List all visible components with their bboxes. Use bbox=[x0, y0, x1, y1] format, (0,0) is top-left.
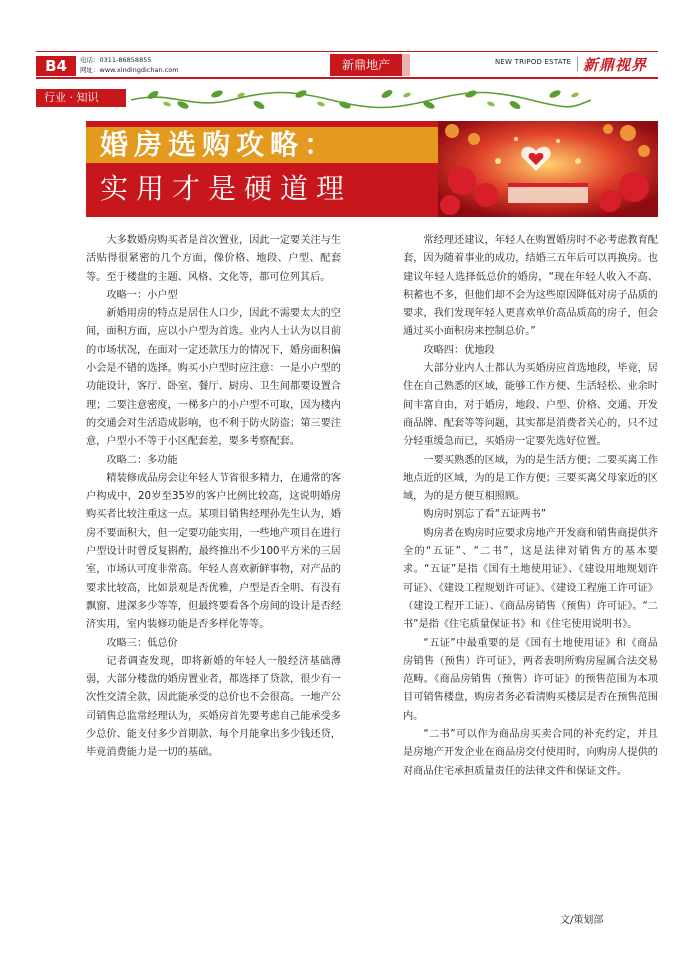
body-paragraph: 精装修成品房会让年轻人节省很多精力，在通常的客户构成中，20岁至35岁的客户比例比较高，这说明婚房购买者比较注重这一点。某项目销售经理孙先生认为，婚房不要面积大，但一定要功能实用，一些地产项目在进行户型设计时曾反复斟酌，最终推出不少100平方米的三居室，市场认可度非常高。年轻人喜欢新鲜事物，对产品的要求比较高，比如景观是否优雅，户型是否全明、有没有飘窗、进深多少等等，但最终要看各个房间的设计是否经济实用，室内装修功能是否多样化等等。 bbox=[86, 472, 341, 631]
category-label: 行业 · 知识 bbox=[36, 89, 126, 107]
article-column-left bbox=[86, 232, 341, 763]
body-paragraph: “二书”可以作为商品房买卖合同的补充约定，并且是房地产开发企业在商品房交付使用时，向购房人提供的对商品住宅承担质量责任的法律文件和保证文件。 bbox=[403, 729, 658, 777]
section-tab-edge bbox=[402, 54, 410, 76]
page-number: B4 bbox=[36, 56, 76, 76]
paper-name-separator bbox=[577, 57, 578, 71]
body-paragraph: “五证”中最重要的是《国有土地使用证》和《商品房销售（预售）许可证》，两者表明所购房屋属合法交易范畴。《商品房销售（预售）许可证》的预售范围为本项目可销售楼盘，购房者务必看清购买楼层是否在预售范围内。 bbox=[403, 637, 658, 722]
website-text: 网址：www.xindingdichan.com bbox=[80, 66, 179, 74]
section-subheading: 攻略二：多功能 bbox=[106, 454, 178, 466]
body-paragraph: 一要买熟悉的区域，为的是生活方便；二要买离工作地点近的区域，为的是工作方便；三要买离父母家近的区域，为的是方便互相照顾。 bbox=[403, 454, 658, 503]
title-banner bbox=[86, 121, 658, 217]
headline-line-2: 实用才是硬道理 bbox=[100, 172, 353, 205]
paper-logo: 新鼎视界 bbox=[583, 56, 648, 74]
headline-line-1: 婚房选购攻略： bbox=[100, 128, 339, 161]
body-paragraph: 大部分业内人士都认为买婚房应首选地段，毕竟，居住在自己熟悉的区域，能够工作方便、生活轻松、业余时间丰富自由，对于婚房，地段、户型、价格、交通、开发商品牌、配套等等问题，其实都是消费者关心的，只不过分轻重缓急而已，买婚房一定要先选好位置。 bbox=[403, 363, 658, 448]
article-column-right bbox=[403, 232, 658, 781]
header-rule-bottom bbox=[36, 77, 658, 79]
contact-info bbox=[80, 55, 179, 75]
body-paragraph: 购房者在购房时应要求房地产开发商和销售商提供齐全的“五证”、“二书”，这是法律对销售方的基本要求。“五证”是指《国有土地使用证》、《建设用地规划许可证》、《建设工程规划许可证》、《建设工程施工许可证》（建设工程开工证）、《商品房销售（预售）许可证》。“二书”是指《住宅质量保证书》和《住宅使用说明书》。 bbox=[403, 527, 658, 631]
section-subheading: 攻略三：低总价 bbox=[106, 637, 178, 649]
vine-ornament-icon bbox=[131, 86, 591, 112]
header-rule-top bbox=[36, 51, 658, 52]
section-subheading: 购房时别忘了看“五证两书” bbox=[423, 509, 547, 521]
body-paragraph: 记者调查发现，即将新婚的年轻人一般经济基础薄弱，大部分楼盘的婚房置业者，都选择了贷款，很少有一次性交清全款，因此能承受的总价也不会很高。一地产公司销售总监常经理认为，买婚房首先要考虑自己能承受多少总价、能支付多少首期款、每个月能拿出多少钱还贷，毕竟消费能力是一切的基础。 bbox=[86, 655, 341, 759]
byline: 文/策划部 bbox=[560, 915, 604, 926]
body-paragraph: 常经理还建议，年轻人在购置婚房时不必考虑教育配套，因为随着事业的成功，结婚三五年后可以再换房。也建议年轻人选择低总价的婚房，“现在年轻人收入不高、积蓄也不多，但他们却不会为这些原因降低对房子品质的要求，我们发现年轻人更喜欢单价高品质高的房子，但会通过买小面积房来控制总价。” bbox=[403, 235, 658, 338]
phone-text: 电话：0311-86858855 bbox=[80, 56, 152, 64]
page-header bbox=[0, 0, 700, 85]
wedding-room-photo bbox=[438, 121, 658, 217]
body-paragraph: 大多数婚房购买者是首次置业，因此一定要关注与生活贴得很紧密的几个方面，像价格、地段、户型、配套等。至于楼盘的主题、风格、文化等，都可位列其后。 bbox=[86, 235, 341, 283]
section-tab: 新鼎地产 bbox=[330, 54, 402, 76]
category-strip bbox=[36, 86, 658, 112]
paper-name-en: NEW TRIPOD ESTATE bbox=[495, 58, 572, 66]
section-subheading: 攻略四：优地段 bbox=[423, 344, 495, 356]
body-paragraph: 新婚用房的特点是居住人口少，因此不需要太大的空间，面积方面，应以小户型为首选。业内人士认为以目前的市场状况，在面对一定还款压力的情况下，婚房面积偏小会是不错的选择。购买小户型时应注意：一是小户型的功能设计，客厅、卧室、餐厅、厨房、卫生间都要设置合理；二要注意密度，一梯多户的小户型不可取，因为楼内的交通会对生活造成影响，也不利于防火防盗；第三要注意，户型小不等于小区配套差，要多考察配套。 bbox=[86, 308, 341, 448]
section-subheading: 攻略一：小户型 bbox=[106, 289, 178, 301]
